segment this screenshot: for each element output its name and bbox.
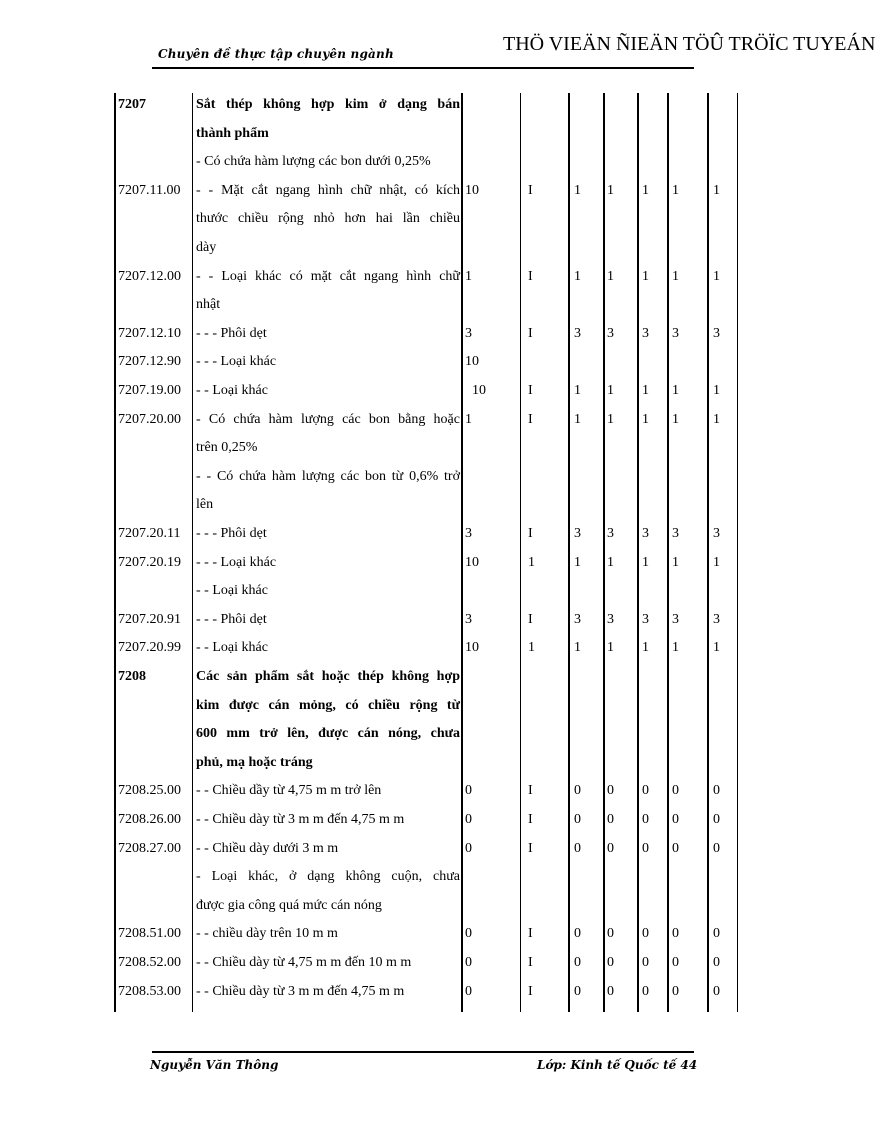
rate-c5: 0 bbox=[642, 812, 649, 827]
header-rule bbox=[152, 67, 694, 69]
hs-code: 7207.20.00 bbox=[118, 411, 181, 427]
item-description: Sắt thép không hợp kim ở dạng bán bbox=[196, 97, 460, 112]
table-column-divider bbox=[520, 93, 521, 1012]
table-border-left bbox=[114, 93, 116, 1012]
table-border-right bbox=[737, 93, 738, 1012]
footer-author: Nguyễn Văn Thông bbox=[150, 1058, 279, 1072]
rate-c5: 1 bbox=[642, 182, 649, 198]
item-description: - - - Loại khác bbox=[196, 354, 277, 370]
rate-c2: 1 bbox=[528, 640, 535, 656]
table-column-divider bbox=[637, 93, 639, 1012]
rate-c7: 1 bbox=[713, 182, 720, 198]
rate-c3: 0 bbox=[574, 983, 581, 999]
rate-c3: 3 bbox=[574, 611, 581, 627]
rate-c4: 1 bbox=[607, 383, 614, 398]
rate-c2: I bbox=[528, 526, 533, 541]
rate-c5: 1 bbox=[642, 411, 649, 427]
rate-c3: 3 bbox=[574, 325, 581, 341]
rate-c2: I bbox=[528, 783, 533, 799]
rate-c1: 3 bbox=[465, 325, 472, 341]
rate-c3: 1 bbox=[574, 411, 581, 427]
hs-code: 7207.12.10 bbox=[118, 325, 181, 341]
hs-code: 7207 bbox=[118, 97, 146, 112]
item-description: - - Chiều dầy từ 4,75 m m trở lên bbox=[196, 783, 382, 799]
rate-c2: I bbox=[528, 268, 533, 284]
rate-c1: 0 bbox=[465, 926, 472, 942]
rate-c4: 0 bbox=[607, 840, 614, 856]
rate-c6: 0 bbox=[672, 812, 679, 827]
rate-c3: 1 bbox=[574, 554, 581, 570]
rate-c5: 1 bbox=[642, 640, 649, 656]
item-description: - - chiều dày trên 10 m m bbox=[196, 926, 338, 942]
rate-c1: 0 bbox=[465, 983, 472, 999]
hs-code: 7208 bbox=[118, 669, 146, 684]
rate-c3: 1 bbox=[574, 383, 581, 398]
rate-c6: 0 bbox=[672, 783, 679, 799]
table-column-divider bbox=[667, 93, 669, 1012]
rate-c1: 10 bbox=[465, 640, 479, 656]
rate-c4: 0 bbox=[607, 783, 614, 799]
rate-c5: 3 bbox=[642, 611, 649, 627]
rate-c7: 0 bbox=[713, 840, 720, 856]
rate-c3: 1 bbox=[574, 640, 581, 656]
rate-c5: 3 bbox=[642, 325, 649, 341]
hs-code: 7207.20.91 bbox=[118, 611, 181, 627]
item-description: trên 0,25% bbox=[196, 440, 258, 456]
rate-c7: 0 bbox=[713, 812, 720, 827]
rate-c1: 0 bbox=[465, 840, 472, 856]
rate-c1: 0 bbox=[465, 955, 472, 970]
rate-c7: 3 bbox=[713, 611, 720, 627]
item-description: thước chiều rộng nhỏ hơn hai lần chiều bbox=[196, 211, 460, 227]
header-site-title: THÖ VIEÄN ÑIEÄN TÖÛ TRÖÏC TUYEÁN bbox=[503, 33, 875, 55]
rate-c4: 0 bbox=[607, 983, 614, 999]
rate-c5: 1 bbox=[642, 554, 649, 570]
rate-c3: 0 bbox=[574, 812, 581, 827]
rate-c4: 3 bbox=[607, 526, 614, 541]
item-description: - - Chiều dày từ 3 m m đến 4,75 m m bbox=[196, 983, 405, 999]
hs-code: 7208.26.00 bbox=[118, 812, 181, 827]
item-description: - - Chiều dày dưới 3 m m bbox=[196, 840, 339, 856]
item-description: lên bbox=[196, 497, 214, 513]
rate-c7: 3 bbox=[713, 526, 720, 541]
rate-c7: 0 bbox=[713, 926, 720, 942]
rate-c1: 3 bbox=[465, 526, 472, 541]
item-description: - - - Phôi dẹt bbox=[196, 325, 267, 341]
table-column-divider bbox=[461, 93, 463, 1012]
table-column-divider bbox=[568, 93, 570, 1012]
footer-class: Lớp: Kinh tế Quốc tế 44 bbox=[537, 1058, 698, 1072]
rate-c6: 1 bbox=[672, 411, 679, 427]
rate-c1: 10 bbox=[465, 554, 479, 570]
table-column-divider bbox=[192, 93, 193, 1012]
item-description: - Có chứa hàm lượng các bon dưới 0,25% bbox=[196, 154, 431, 170]
rate-c2: 1 bbox=[528, 554, 535, 570]
item-description: - - Mặt cắt ngang hình chữ nhật, có kích bbox=[196, 182, 460, 198]
rate-c5: 1 bbox=[642, 383, 649, 398]
rate-c7: 3 bbox=[713, 325, 720, 341]
item-description: được gia công quá mức cán nóng bbox=[196, 897, 382, 913]
hs-code: 7207.12.00 bbox=[118, 268, 181, 284]
item-description: - - - Phôi dẹt bbox=[196, 526, 267, 541]
rate-c6: 0 bbox=[672, 955, 679, 970]
item-description: - - Loại khác bbox=[196, 640, 268, 656]
rate-c6: 0 bbox=[672, 983, 679, 999]
rate-c6: 1 bbox=[672, 640, 679, 656]
rate-c2: I bbox=[528, 812, 533, 827]
rate-c1: 10 bbox=[465, 354, 479, 370]
rate-c7: 1 bbox=[713, 411, 720, 427]
item-description: - Loại khác, ở dạng không cuộn, chưa bbox=[196, 869, 460, 885]
rate-c4: 1 bbox=[607, 640, 614, 656]
hs-code: 7207.20.19 bbox=[118, 554, 181, 570]
rate-c5: 0 bbox=[642, 840, 649, 856]
rate-c6: 1 bbox=[672, 182, 679, 198]
rate-c3: 0 bbox=[574, 955, 581, 970]
rate-c2: I bbox=[528, 983, 533, 999]
rate-c1: 10 bbox=[472, 383, 486, 398]
rate-c3: 0 bbox=[574, 926, 581, 942]
rate-c5: 0 bbox=[642, 926, 649, 942]
rate-c1: 1 bbox=[465, 268, 472, 284]
rate-c1: 1 bbox=[465, 411, 472, 427]
rate-c4: 0 bbox=[607, 955, 614, 970]
item-description: nhật bbox=[196, 297, 221, 313]
rate-c3: 0 bbox=[574, 840, 581, 856]
item-description: Các sản phẩm sắt hoặc thép không hợp bbox=[196, 669, 460, 684]
rate-c7: 1 bbox=[713, 268, 720, 284]
rate-c1: 0 bbox=[465, 783, 472, 799]
hs-code: 7208.27.00 bbox=[118, 840, 181, 856]
rate-c4: 3 bbox=[607, 325, 614, 341]
table-column-divider bbox=[603, 93, 605, 1012]
item-description: - - Chiều dày từ 3 m m đến 4,75 m m bbox=[196, 812, 405, 827]
hs-code: 7207.20.99 bbox=[118, 640, 181, 656]
rate-c6: 1 bbox=[672, 554, 679, 570]
item-description: 600 mm trở lên, được cán nóng, chưa bbox=[196, 726, 460, 742]
rate-c4: 1 bbox=[607, 268, 614, 284]
item-description: dày bbox=[196, 240, 217, 255]
rate-c2: I bbox=[528, 325, 533, 341]
rate-c1: 10 bbox=[465, 182, 479, 198]
rate-c5: 3 bbox=[642, 526, 649, 541]
rate-c3: 1 bbox=[574, 268, 581, 284]
item-description: - - Loại khác bbox=[196, 583, 268, 599]
rate-c7: 0 bbox=[713, 955, 720, 970]
item-description: kim được cán mỏng, có chiều rộng từ bbox=[196, 697, 460, 713]
item-description: - Có chứa hàm lượng các bon bằng hoặc bbox=[196, 411, 460, 427]
item-description: - - Loại khác có mặt cắt ngang hình chữ bbox=[196, 268, 460, 284]
item-description: - - Chiều dày từ 4,75 m m đến 10 m m bbox=[196, 955, 412, 970]
header-subject: Chuyên đề thực tập chuyên ngành bbox=[158, 47, 394, 61]
hs-code: 7208.53.00 bbox=[118, 983, 181, 999]
rate-c5: 1 bbox=[642, 268, 649, 284]
rate-c2: I bbox=[528, 383, 533, 398]
rate-c5: 0 bbox=[642, 955, 649, 970]
rate-c3: 3 bbox=[574, 526, 581, 541]
rate-c4: 0 bbox=[607, 812, 614, 827]
rate-c4: 1 bbox=[607, 182, 614, 198]
item-description: - - Loại khác bbox=[196, 383, 268, 398]
item-description: phủ, mạ hoặc tráng bbox=[196, 754, 313, 770]
item-description: - - Có chứa hàm lượng các bon từ 0,6% trở bbox=[196, 468, 460, 484]
rate-c6: 3 bbox=[672, 526, 679, 541]
footer-rule bbox=[152, 1051, 694, 1053]
rate-c6: 0 bbox=[672, 926, 679, 942]
hs-code: 7208.25.00 bbox=[118, 783, 181, 799]
rate-c4: 3 bbox=[607, 611, 614, 627]
item-description: - - - Phôi dẹt bbox=[196, 611, 267, 627]
item-description: thành phẩm bbox=[196, 125, 269, 141]
hs-code: 7207.11.00 bbox=[118, 182, 181, 198]
item-description: - - - Loại khác bbox=[196, 554, 277, 570]
rate-c2: I bbox=[528, 926, 533, 942]
rate-c2: I bbox=[528, 840, 533, 856]
rate-c1: 0 bbox=[465, 812, 472, 827]
hs-code: 7208.51.00 bbox=[118, 926, 181, 942]
rate-c7: 1 bbox=[713, 554, 720, 570]
rate-c6: 3 bbox=[672, 325, 679, 341]
rate-c4: 1 bbox=[607, 411, 614, 427]
rate-c2: I bbox=[528, 955, 533, 970]
rate-c3: 0 bbox=[574, 783, 581, 799]
rate-c2: I bbox=[528, 611, 533, 627]
rate-c4: 1 bbox=[607, 554, 614, 570]
rate-c7: 0 bbox=[713, 783, 720, 799]
hs-code: 7208.52.00 bbox=[118, 955, 181, 970]
hs-code: 7207.12.90 bbox=[118, 354, 181, 370]
rate-c5: 0 bbox=[642, 783, 649, 799]
rate-c6: 3 bbox=[672, 611, 679, 627]
hs-code: 7207.19.00 bbox=[118, 383, 181, 398]
rate-c7: 0 bbox=[713, 983, 720, 999]
rate-c6: 0 bbox=[672, 840, 679, 856]
rate-c2: I bbox=[528, 411, 533, 427]
rate-c1: 3 bbox=[465, 611, 472, 627]
rate-c7: 1 bbox=[713, 640, 720, 656]
rate-c6: 1 bbox=[672, 383, 679, 398]
rate-c6: 1 bbox=[672, 268, 679, 284]
hs-code: 7207.20.11 bbox=[118, 526, 181, 541]
table-column-divider bbox=[707, 93, 709, 1012]
rate-c3: 1 bbox=[574, 182, 581, 198]
rate-c2: I bbox=[528, 182, 533, 198]
rate-c5: 0 bbox=[642, 983, 649, 999]
rate-c4: 0 bbox=[607, 926, 614, 942]
rate-c7: 1 bbox=[713, 383, 720, 398]
